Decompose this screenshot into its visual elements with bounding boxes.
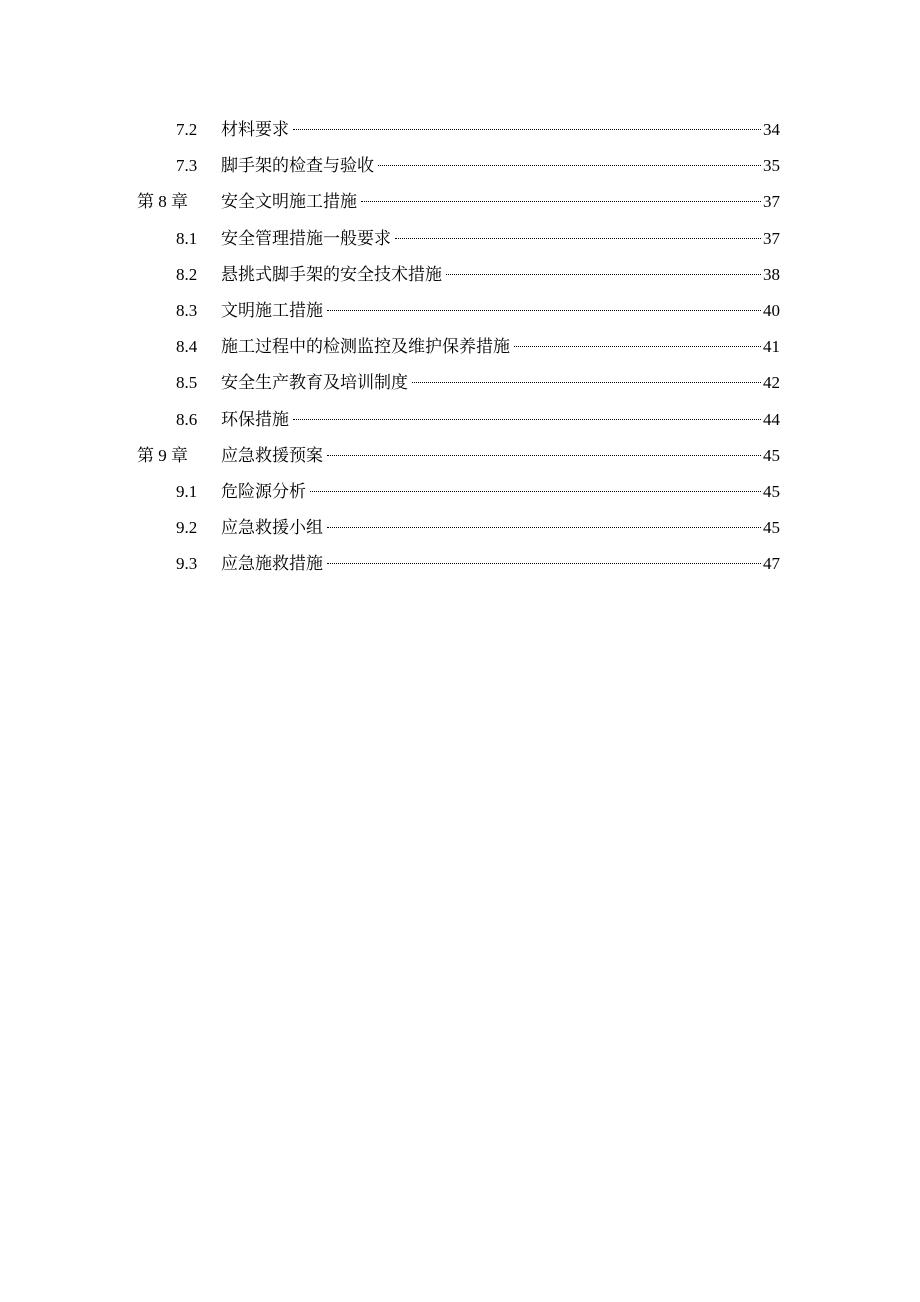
dot-leader: [310, 491, 761, 492]
toc-number: 7.2: [176, 120, 198, 139]
toc-title: 材料要求: [221, 120, 289, 139]
toc-title: 安全文明施工措施: [221, 192, 357, 212]
toc-entry-8-3[interactable]: [0, 293, 920, 329]
toc-entry-8-6[interactable]: [0, 402, 920, 438]
toc-entry-line: [221, 402, 780, 438]
toc-number: 8.3: [176, 300, 198, 320]
dot-leader: [327, 563, 761, 564]
toc-entry-9-3[interactable]: [0, 546, 920, 582]
toc-number: 9.2: [176, 518, 198, 538]
toc-page-number: 38: [763, 264, 780, 284]
toc-entry-line: [221, 184, 780, 220]
toc-page-number: 40: [763, 300, 780, 320]
toc-entry-9-1[interactable]: [0, 474, 920, 510]
toc-page-number: 34: [763, 120, 780, 139]
toc-entry-8-1[interactable]: [0, 221, 920, 257]
dot-leader: [327, 527, 761, 528]
table-of-contents: [0, 112, 920, 582]
toc-entry-7-2[interactable]: [0, 112, 920, 148]
toc-number: 8.6: [176, 409, 198, 429]
dot-leader: [446, 274, 761, 275]
toc-title: 安全生产教育及培训制度: [221, 373, 408, 393]
dot-leader: [412, 382, 761, 383]
toc-entry-7-3[interactable]: [0, 148, 920, 184]
toc-page-number: 45: [763, 445, 780, 465]
dot-leader: [327, 455, 761, 456]
toc-entry-8-2[interactable]: [0, 257, 920, 293]
toc-number: 8.5: [176, 373, 198, 393]
toc-number: 8.1: [176, 228, 198, 248]
toc-page-number: 37: [763, 192, 780, 212]
toc-page-number: 45: [763, 518, 780, 538]
toc-page-number: 45: [763, 481, 780, 501]
toc-number: 8.2: [176, 264, 198, 284]
dot-leader: [395, 238, 761, 239]
toc-entry-chapter-8[interactable]: [0, 184, 920, 220]
toc-page-number: 47: [763, 554, 780, 574]
toc-entry-line: [221, 148, 780, 184]
toc-title: 应急救援预案: [221, 445, 323, 465]
dot-leader: [514, 346, 761, 347]
toc-title: 应急施救措施: [221, 554, 323, 574]
toc-entry-line: [221, 293, 780, 329]
toc-title: 危险源分析: [221, 481, 306, 501]
dot-leader: [293, 419, 761, 420]
toc-page-number: 41: [763, 337, 780, 357]
toc-entry-chapter-9[interactable]: [0, 438, 920, 474]
toc-number: 9.3: [176, 554, 198, 574]
toc-page-number: 44: [763, 409, 780, 429]
toc-number: 8.4: [176, 337, 198, 357]
toc-entry-8-4[interactable]: [0, 329, 920, 365]
toc-page-number: 35: [763, 156, 780, 176]
toc-entry-line: [221, 474, 780, 510]
toc-entry-line: [221, 221, 780, 257]
toc-title: 悬挑式脚手架的安全技术措施: [221, 264, 442, 284]
toc-title: 环保措施: [221, 409, 289, 429]
toc-entry-line: [221, 438, 780, 474]
toc-page-number: 42: [763, 373, 780, 393]
toc-title: 应急救援小组: [221, 518, 323, 538]
dot-leader: [378, 165, 761, 166]
dot-leader: [327, 310, 761, 311]
toc-entry-9-2[interactable]: [0, 510, 920, 546]
toc-entry-line: [221, 546, 780, 582]
toc-page-number: 37: [763, 228, 780, 248]
toc-title: 安全管理措施一般要求: [221, 228, 391, 248]
toc-entry-line: [221, 257, 780, 293]
toc-title: 文明施工措施: [221, 300, 323, 320]
toc-number: 7.3: [176, 156, 198, 176]
dot-leader: [361, 201, 761, 202]
toc-title: 施工过程中的检测监控及维护保养措施: [221, 337, 510, 357]
dot-leader: [293, 129, 761, 130]
toc-entry-8-5[interactable]: [0, 365, 920, 401]
toc-entry-line: [221, 329, 780, 365]
toc-title: 脚手架的检查与验收: [221, 156, 374, 176]
toc-entry-line: [221, 112, 780, 148]
toc-entry-line: [221, 365, 780, 401]
toc-chapter-number: 第 9 章: [137, 445, 188, 465]
toc-number: 9.1: [176, 481, 198, 501]
toc-chapter-number: 第 8 章: [137, 192, 188, 212]
toc-entry-line: [221, 510, 780, 546]
